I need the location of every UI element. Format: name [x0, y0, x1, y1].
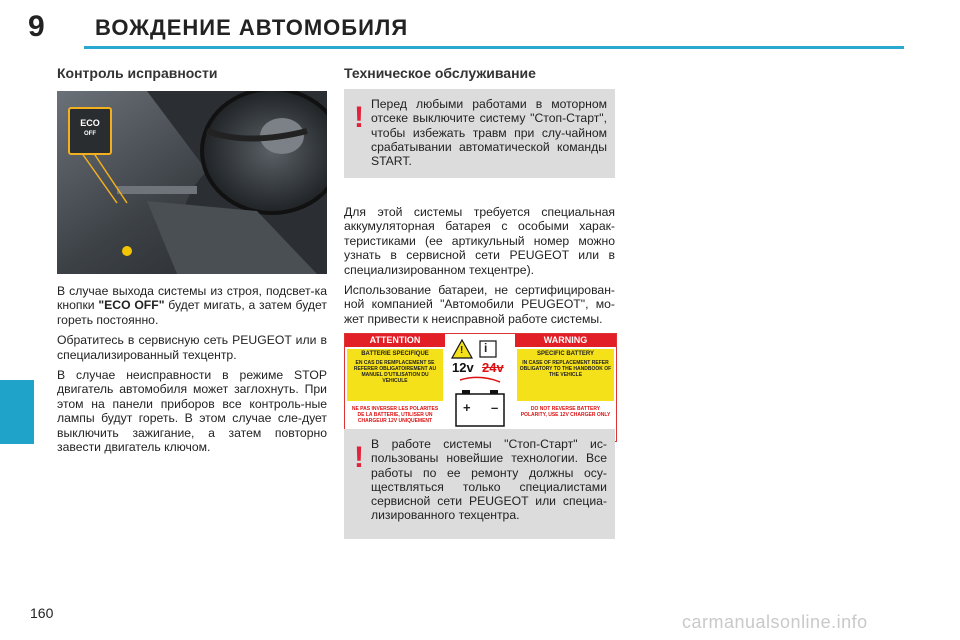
eco-off-bold: "ECO OFF" — [98, 298, 165, 313]
paragraph-eco-blink — [57, 284, 327, 327]
chapter-title: ВОЖДЕНИЕ АВТОМОБИЛЯ — [95, 15, 409, 40]
text-span: будет мигать, а затем будет гореть постоянно. — [57, 298, 327, 327]
paragraph-certified: Использование батареи, не сертифицирован-ной компанией "Автомобили PEUGEOT", мо-жет привести к неисправной работе системы. — [344, 283, 615, 326]
exclamation-icon: ! — [354, 101, 364, 134]
label-24v: 24v — [482, 360, 504, 375]
header-divider — [84, 46, 904, 49]
label-warning: WARNING — [515, 334, 616, 347]
info-glyph: i — [484, 341, 488, 355]
warning-text-engine: Перед любыми работами в моторном отсеке выключите систему "Стоп-Старт", чтобы избежать травм при слу-чайном срабатывании автоматической команды START. — [371, 97, 607, 169]
label-en-panel — [517, 349, 614, 401]
label-attention: ATTENTION — [345, 334, 445, 347]
paragraph-service: Обратитесь в сервисную сеть PEUGEOT или в специализированный техцентр. — [57, 333, 327, 362]
dashboard-photo — [57, 91, 327, 274]
battery-plus: + — [463, 400, 471, 415]
battery-warning-label — [344, 333, 617, 442]
chapter-number: 9 — [28, 10, 45, 43]
section-title-maintenance: Техническое обслуживание — [344, 65, 536, 81]
paragraph-battery: Для этой системы требуется специальная аккумуляторная батарея с особыми харак-теристиками (ее артикульный номер можно узнать в сервисной сети PEUGEOT или в специализированном техцентре). — [344, 205, 615, 277]
eco-off-button-inset — [68, 107, 112, 155]
no-cross-mark — [460, 377, 500, 382]
watermark: carmanualsonline.info — [682, 612, 868, 632]
page-number: 160 — [30, 605, 54, 621]
chapter-side-tab — [0, 380, 34, 444]
paragraph-stop-mode: В случае неисправности в режиме STOP двигатель автомобиля может заглохнуть. При этом на панели приборов все контроль-ные лампы будут гореть. В этом случае сле-дует выключить зажигание, а затем повторно завести двигатель ключом. — [57, 368, 327, 455]
battery-pictogram — [450, 338, 510, 438]
label-12v: 12v — [452, 360, 474, 375]
warning-box-engine — [344, 89, 615, 178]
warning-box-repair — [344, 429, 615, 539]
section-title-check: Контроль исправности — [57, 65, 218, 81]
label-fr-sub: EN CAS DE REMPLACEMENT SE REFERER OBLIGATOIREMENT AU MANUEL D'UTILISATION DU VEHICULE — [353, 360, 437, 384]
eco-label: ECO — [80, 118, 100, 128]
info-book-icon — [480, 341, 496, 357]
exclamation-icon: ! — [354, 441, 364, 474]
label-fr-red: NE PAS INVERSER LES POLARITES DE LA BATTERIE, UTILISER UN CHARGEUR 12V UNIQUEMENT — [351, 406, 439, 424]
label-en-title: SPECIFIC BATTERY — [536, 351, 594, 357]
eco-off-label: OFF — [84, 131, 96, 137]
caution-glyph: ! — [460, 345, 464, 356]
warning-text-repair: В работе системы "Стоп-Старт" ис-пользованы новейшие технологии. Все работы по ее ремонту должны осу-ществляться только специалистами сервисной сети PEUGEOT или специа-лизированного техцентра. — [371, 437, 607, 523]
text-span: В случае выхода системы из строя, подсвет-ка кнопки — [57, 284, 327, 313]
label-fr-panel — [347, 349, 443, 401]
left-body-text — [57, 284, 327, 460]
right-body-text — [344, 205, 615, 332]
battery-minus: – — [491, 400, 499, 415]
label-fr-title: BATTERIE SPECIFIQUE — [361, 351, 429, 357]
label-en-red: DO NOT REVERSE BATTERY POLARITY, USE 12V CHARGER ONLY — [520, 406, 611, 418]
label-en-sub: IN CASE OF REPLACEMENT REFER OBLIGATORY TO THE HANDBOOK OF THE VEHICLE — [519, 360, 612, 378]
